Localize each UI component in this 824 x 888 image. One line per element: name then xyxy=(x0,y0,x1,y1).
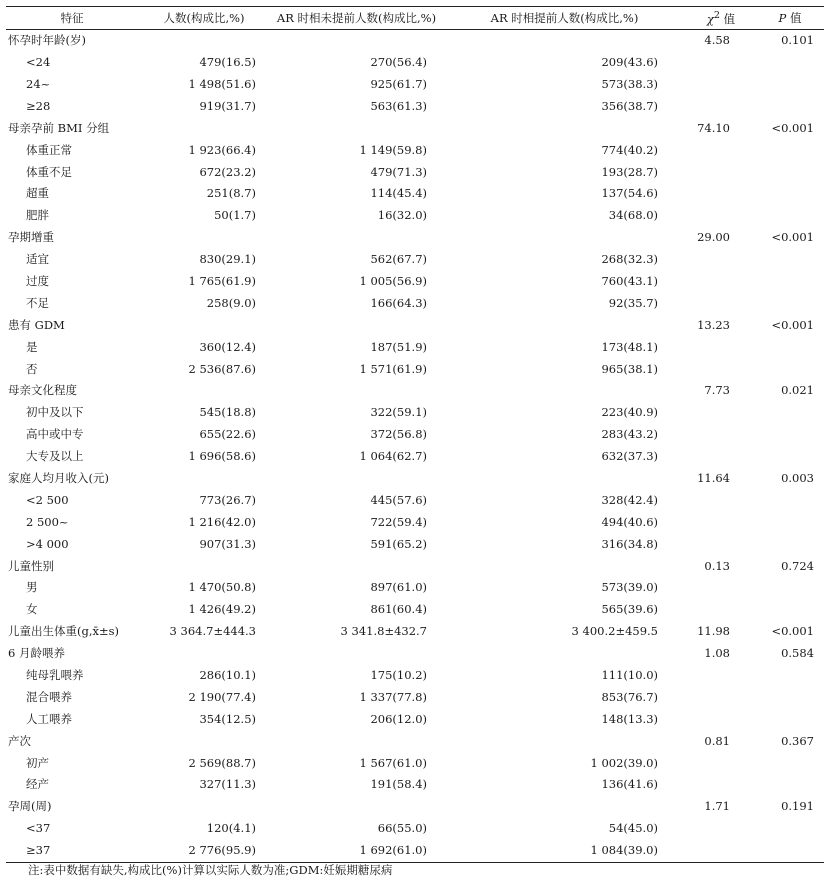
table-row xyxy=(6,336,824,358)
group-row xyxy=(6,731,824,753)
row-label: 体重正常 xyxy=(26,142,72,157)
advanced-cell: 774(40.2) xyxy=(601,142,658,157)
not-advanced-cell: 187(51.9) xyxy=(370,339,427,354)
table-row xyxy=(6,293,824,315)
row-label: 适宜 xyxy=(26,252,49,267)
chi-square-cell xyxy=(686,205,756,227)
table-row xyxy=(6,358,824,380)
p-value-cell xyxy=(756,74,824,96)
row-label: 母亲文化程度 xyxy=(8,383,77,398)
table-row xyxy=(6,577,824,599)
chi-square-cell: 4.58 xyxy=(704,33,730,48)
group-row xyxy=(6,555,824,577)
not-advanced-cell: 166(64.3) xyxy=(370,295,427,310)
table-body xyxy=(6,30,824,863)
table-row xyxy=(6,402,824,424)
row-label: 儿童出生体重(g,x̄±s) xyxy=(8,624,120,639)
count-cell: 3 364.7±444.3 xyxy=(169,624,256,639)
chi-square-cell: 0.13 xyxy=(704,558,730,573)
advanced-cell xyxy=(443,118,686,140)
not-advanced-cell: 1 692(61.0) xyxy=(270,840,443,862)
advanced-cell: 494(40.6) xyxy=(601,514,658,529)
row-label: <2 500 xyxy=(26,492,69,507)
table-row xyxy=(6,533,824,555)
not-advanced-cell xyxy=(270,380,443,402)
chi-square-cell xyxy=(686,840,756,862)
row-label: <24 xyxy=(26,55,51,70)
row-label: 超重 xyxy=(26,186,49,201)
table-row xyxy=(6,96,824,118)
p-value-cell xyxy=(756,139,824,161)
advanced-cell xyxy=(443,643,686,665)
advanced-cell: 54(45.0) xyxy=(608,821,658,836)
p-value-cell: 0.724 xyxy=(781,558,814,573)
p-value-cell: 0.003 xyxy=(781,471,814,485)
count-cell: 2 569(88.7) xyxy=(188,755,256,770)
count-cell: 50(1.7) xyxy=(214,208,256,223)
header-count: 人数(构成比,%) xyxy=(138,7,270,30)
chi-square-cell xyxy=(686,139,756,161)
p-value-cell xyxy=(756,424,824,446)
advanced-cell: 565(39.6) xyxy=(601,602,658,617)
not-advanced-cell: 562(67.7) xyxy=(370,252,427,267)
chi-square-cell xyxy=(686,490,756,512)
p-value-cell xyxy=(756,205,824,227)
p-value-cell xyxy=(756,665,824,687)
p-value-cell xyxy=(756,96,824,118)
count-cell: 360(12.4) xyxy=(199,339,256,354)
count-cell: 773(26.7) xyxy=(199,492,256,507)
chi-square-cell xyxy=(686,402,756,424)
not-advanced-cell: 897(61.0) xyxy=(370,580,427,595)
count-cell xyxy=(138,468,270,490)
not-advanced-cell: 1 567(61.0) xyxy=(359,755,427,770)
p-value-cell xyxy=(756,183,824,205)
row-label: 经产 xyxy=(26,777,49,792)
row-label: >4 000 xyxy=(26,536,69,551)
advanced-cell: 632(37.3) xyxy=(601,449,658,464)
not-advanced-cell: 270(56.4) xyxy=(370,55,427,70)
advanced-cell xyxy=(443,315,686,337)
advanced-cell: 3 400.2±459.5 xyxy=(571,624,658,639)
p-value-cell: 0.367 xyxy=(781,733,814,748)
not-advanced-cell: 191(58.4) xyxy=(370,777,427,792)
p-value-cell: <0.001 xyxy=(771,120,814,135)
row-label: 孕周(周) xyxy=(8,799,52,814)
row-label: 产次 xyxy=(8,733,31,748)
not-advanced-cell xyxy=(270,731,443,753)
advanced-cell: 223(40.9) xyxy=(601,405,658,420)
chi-square-cell xyxy=(686,161,756,183)
count-cell: 919(31.7) xyxy=(199,98,256,113)
count-cell: 1 923(66.4) xyxy=(188,142,256,157)
row-label: 大专及以上 xyxy=(26,449,84,464)
not-advanced-cell: 563(61.3) xyxy=(370,98,427,113)
group-row xyxy=(6,643,824,665)
row-label: 2 500~ xyxy=(26,514,69,529)
not-advanced-cell: 322(59.1) xyxy=(370,405,427,420)
chi-square-cell xyxy=(686,183,756,205)
row-label: 初中及以下 xyxy=(26,405,84,420)
chi-square-cell: 29.00 xyxy=(697,230,730,245)
row-label: 男 xyxy=(26,580,38,595)
row-label: 纯母乳喂养 xyxy=(26,668,84,683)
table-row xyxy=(6,818,824,840)
group-row xyxy=(6,227,824,249)
advanced-cell xyxy=(443,227,686,249)
advanced-cell: 92(35.7) xyxy=(608,295,658,310)
row-label: <37 xyxy=(26,821,51,836)
count-cell: 1 765(61.9) xyxy=(188,273,256,288)
advanced-cell: 209(43.6) xyxy=(601,55,658,70)
not-advanced-cell: 925(61.7) xyxy=(370,76,427,91)
table-row xyxy=(6,424,824,446)
chi-square-cell: 11.98 xyxy=(697,624,730,639)
advanced-cell: 1 084(39.0) xyxy=(443,840,686,862)
not-advanced-cell: 1 149(59.8) xyxy=(359,142,427,157)
table-row xyxy=(6,205,824,227)
chi-square-cell xyxy=(686,774,756,796)
p-value-cell: <0.001 xyxy=(771,230,814,245)
chi-square-cell xyxy=(686,512,756,534)
not-advanced-cell: 1 337(77.8) xyxy=(359,689,427,704)
p-value-cell xyxy=(756,293,824,315)
chi-square-cell: 13.23 xyxy=(697,317,730,332)
p-value-cell xyxy=(756,358,824,380)
p-value-cell xyxy=(756,446,824,468)
count-cell: 354(12.5) xyxy=(199,711,256,726)
not-advanced-cell: 1 064(62.7) xyxy=(359,449,427,464)
advanced-cell: 283(43.2) xyxy=(601,427,658,442)
group-row xyxy=(6,118,824,140)
advanced-cell: 965(38.1) xyxy=(601,361,658,376)
row-label: 初产 xyxy=(26,755,49,770)
row-label: 儿童性别 xyxy=(8,558,54,573)
table-row xyxy=(6,161,824,183)
advanced-cell: 148(13.3) xyxy=(601,711,658,726)
not-advanced-cell: 3 341.8±432.7 xyxy=(340,624,427,639)
p-value-cell xyxy=(756,840,824,862)
p-value-cell xyxy=(756,599,824,621)
advanced-cell: 111(10.0) xyxy=(601,668,658,683)
not-advanced-cell xyxy=(270,555,443,577)
chi-square-cell xyxy=(686,74,756,96)
not-advanced-cell: 1 571(61.9) xyxy=(359,361,427,376)
not-advanced-cell: 66(55.0) xyxy=(377,821,427,836)
advanced-cell: 328(42.4) xyxy=(601,492,658,507)
group-row xyxy=(6,380,824,402)
group-row xyxy=(6,796,824,818)
chi-square-cell xyxy=(686,599,756,621)
chi-square-cell xyxy=(686,665,756,687)
p-value-cell xyxy=(756,336,824,358)
count-cell: 327(11.3) xyxy=(199,777,256,792)
advanced-cell: 173(48.1) xyxy=(601,339,658,354)
p-suffix: 值 xyxy=(786,11,802,25)
advanced-cell xyxy=(443,555,686,577)
advanced-cell xyxy=(443,468,686,490)
chi-square-cell xyxy=(686,446,756,468)
table-row xyxy=(6,774,824,796)
p-value-cell xyxy=(756,512,824,534)
p-value-cell: <0.001 xyxy=(771,317,814,332)
chi-superscript: 2 xyxy=(713,9,720,21)
count-cell xyxy=(138,227,270,249)
table-row xyxy=(6,687,824,709)
p-value-cell xyxy=(756,161,824,183)
count-cell: 479(16.5) xyxy=(199,55,256,70)
count-cell: 2 776(95.9) xyxy=(138,840,270,862)
row-label: 家庭人均月收入(元) xyxy=(8,471,109,485)
chi-square-cell: 1.71 xyxy=(704,799,730,814)
count-cell xyxy=(138,118,270,140)
count-cell xyxy=(138,30,270,52)
not-advanced-cell: 114(45.4) xyxy=(370,186,427,201)
not-advanced-cell xyxy=(270,796,443,818)
advanced-cell: 1 002(39.0) xyxy=(590,755,658,770)
group-row xyxy=(6,30,824,52)
not-advanced-cell: 372(56.8) xyxy=(370,427,427,442)
count-cell xyxy=(138,380,270,402)
chi-symbol: χ xyxy=(706,11,714,26)
not-advanced-cell xyxy=(270,643,443,665)
row-label: ≥37 xyxy=(6,840,138,862)
count-cell: 545(18.8) xyxy=(199,405,256,420)
chi-square-cell: 7.73 xyxy=(704,383,730,398)
chi-square-cell: 74.10 xyxy=(697,120,730,135)
table-row xyxy=(6,249,824,271)
not-advanced-cell xyxy=(270,118,443,140)
not-advanced-cell: 1 005(56.9) xyxy=(359,273,427,288)
data-table xyxy=(6,6,824,863)
chi-square-cell: 1.08 xyxy=(704,646,730,661)
header-chi-square xyxy=(686,7,756,30)
not-advanced-cell: 16(32.0) xyxy=(377,208,427,223)
p-value-cell xyxy=(756,818,824,840)
advanced-cell: 573(38.3) xyxy=(601,76,658,91)
advanced-cell: 853(76.7) xyxy=(601,689,658,704)
row-label: ≥28 xyxy=(26,98,51,113)
not-advanced-cell xyxy=(270,315,443,337)
not-advanced-cell: 445(57.6) xyxy=(370,492,427,507)
header-feature: 特征 xyxy=(6,7,138,30)
p-value-cell xyxy=(756,490,824,512)
row-label: 孕期增重 xyxy=(8,230,54,245)
not-advanced-cell: 479(71.3) xyxy=(370,164,427,179)
p-value-cell: 0.584 xyxy=(781,646,814,661)
header-row xyxy=(6,7,824,30)
header-p-value xyxy=(756,7,824,30)
p-value-cell: 0.101 xyxy=(781,33,814,48)
advanced-cell: 193(28.7) xyxy=(601,164,658,179)
advanced-cell: 573(39.0) xyxy=(601,580,658,595)
not-advanced-cell: 861(60.4) xyxy=(370,602,427,617)
advanced-cell: 268(32.3) xyxy=(601,252,658,267)
count-cell: 251(8.7) xyxy=(206,186,256,201)
advanced-cell xyxy=(443,796,686,818)
chi-square-cell xyxy=(686,249,756,271)
row-label: 否 xyxy=(26,361,38,376)
table-row xyxy=(6,52,824,74)
chi-square-cell xyxy=(686,533,756,555)
table-row xyxy=(6,665,824,687)
count-cell: 2 536(87.6) xyxy=(188,361,256,376)
chi-square-cell xyxy=(686,336,756,358)
header-advanced: AR 时相提前人数(构成比,%) xyxy=(443,7,686,30)
table-row xyxy=(6,752,824,774)
p-value-cell xyxy=(756,402,824,424)
table-row xyxy=(6,271,824,293)
row-label: 人工喂养 xyxy=(26,711,72,726)
chi-square-cell xyxy=(686,687,756,709)
p-value-cell xyxy=(756,249,824,271)
table-row xyxy=(6,709,824,731)
not-advanced-cell: 722(59.4) xyxy=(370,514,427,529)
header-not-advanced: AR 时相未提前人数(构成比,%) xyxy=(270,7,443,30)
chi-square-cell xyxy=(686,358,756,380)
not-advanced-cell xyxy=(270,30,443,52)
table-row xyxy=(6,183,824,205)
count-cell: 120(4.1) xyxy=(206,821,256,836)
group-row xyxy=(6,468,824,490)
chi-square-cell: 0.81 xyxy=(704,733,730,748)
table-row xyxy=(6,599,824,621)
advanced-cell: 137(54.6) xyxy=(601,186,658,201)
not-advanced-cell: 175(10.2) xyxy=(370,668,427,683)
chi-square-cell xyxy=(686,271,756,293)
count-cell xyxy=(138,796,270,818)
count-cell xyxy=(138,643,270,665)
not-advanced-cell: 591(65.2) xyxy=(370,536,427,551)
p-value-cell xyxy=(756,52,824,74)
table-row xyxy=(6,512,824,534)
p-value-cell xyxy=(756,774,824,796)
count-cell xyxy=(138,315,270,337)
p-symbol: P xyxy=(778,11,787,25)
count-cell xyxy=(138,555,270,577)
row-label: 怀孕时年龄(岁) xyxy=(8,33,86,48)
row-label: 患有 GDM xyxy=(8,317,65,332)
count-cell: 286(10.1) xyxy=(199,668,256,683)
count-cell: 830(29.1) xyxy=(199,252,256,267)
p-value-cell: 0.021 xyxy=(781,383,814,398)
chi-square-cell xyxy=(686,709,756,731)
count-cell: 1 216(42.0) xyxy=(188,514,256,529)
count-cell: 655(22.6) xyxy=(199,427,256,442)
count-cell: 1 696(58.6) xyxy=(188,449,256,464)
advanced-cell xyxy=(443,380,686,402)
p-value-cell xyxy=(756,577,824,599)
count-cell: 2 190(77.4) xyxy=(188,689,256,704)
advanced-cell: 136(41.6) xyxy=(601,777,658,792)
row-label: 肥胖 xyxy=(26,208,49,223)
row-label: 过度 xyxy=(26,273,49,288)
table-row xyxy=(6,446,824,468)
count-cell: 258(9.0) xyxy=(206,295,256,310)
advanced-cell xyxy=(443,30,686,52)
chi-suffix: 值 xyxy=(719,11,736,26)
p-value-cell xyxy=(756,271,824,293)
table-row xyxy=(6,840,824,862)
chi-square-cell xyxy=(686,96,756,118)
row-label: 女 xyxy=(26,602,38,617)
advanced-cell: 34(68.0) xyxy=(608,208,658,223)
p-value-cell xyxy=(756,687,824,709)
group-row xyxy=(6,315,824,337)
row-label: 母亲孕前 BMI 分组 xyxy=(8,120,110,135)
advanced-cell: 316(34.8) xyxy=(601,536,658,551)
count-cell: 1 498(51.6) xyxy=(188,76,256,91)
row-label: 体重不足 xyxy=(26,164,72,179)
group-row xyxy=(6,621,824,643)
row-label: 是 xyxy=(26,339,38,354)
chi-square-cell xyxy=(686,752,756,774)
count-cell xyxy=(138,731,270,753)
advanced-cell xyxy=(443,731,686,753)
p-value-cell xyxy=(756,752,824,774)
p-value-cell xyxy=(756,533,824,555)
table-header xyxy=(6,7,824,30)
count-cell: 907(31.3) xyxy=(199,536,256,551)
count-cell: 1 426(49.2) xyxy=(188,602,256,617)
table-note: 注:表中数据有缺失,构成比(%)计算以实际人数为准;GDM:妊娠期糖尿病 xyxy=(28,863,393,877)
table-row xyxy=(6,490,824,512)
row-label: 24~ xyxy=(26,76,51,91)
advanced-cell: 356(38.7) xyxy=(601,98,658,113)
chi-square-cell xyxy=(686,52,756,74)
row-label: 6 月龄喂养 xyxy=(8,646,65,661)
count-cell: 1 470(50.8) xyxy=(188,580,256,595)
not-advanced-cell xyxy=(270,468,443,490)
table-row xyxy=(6,74,824,96)
advanced-cell: 760(43.1) xyxy=(601,273,658,288)
chi-square-cell: 11.64 xyxy=(697,471,730,485)
row-label: 混合喂养 xyxy=(26,689,72,704)
row-label: 高中或中专 xyxy=(26,427,84,442)
chi-square-cell xyxy=(686,818,756,840)
row-label: 不足 xyxy=(26,295,49,310)
p-value-cell: 0.191 xyxy=(781,799,814,814)
p-value-cell: <0.001 xyxy=(771,624,814,639)
chi-square-cell xyxy=(686,424,756,446)
p-value-cell xyxy=(756,709,824,731)
table-row xyxy=(6,139,824,161)
not-advanced-cell: 206(12.0) xyxy=(370,711,427,726)
not-advanced-cell xyxy=(270,227,443,249)
chi-square-cell xyxy=(686,577,756,599)
chi-square-cell xyxy=(686,293,756,315)
count-cell: 672(23.2) xyxy=(199,164,256,179)
